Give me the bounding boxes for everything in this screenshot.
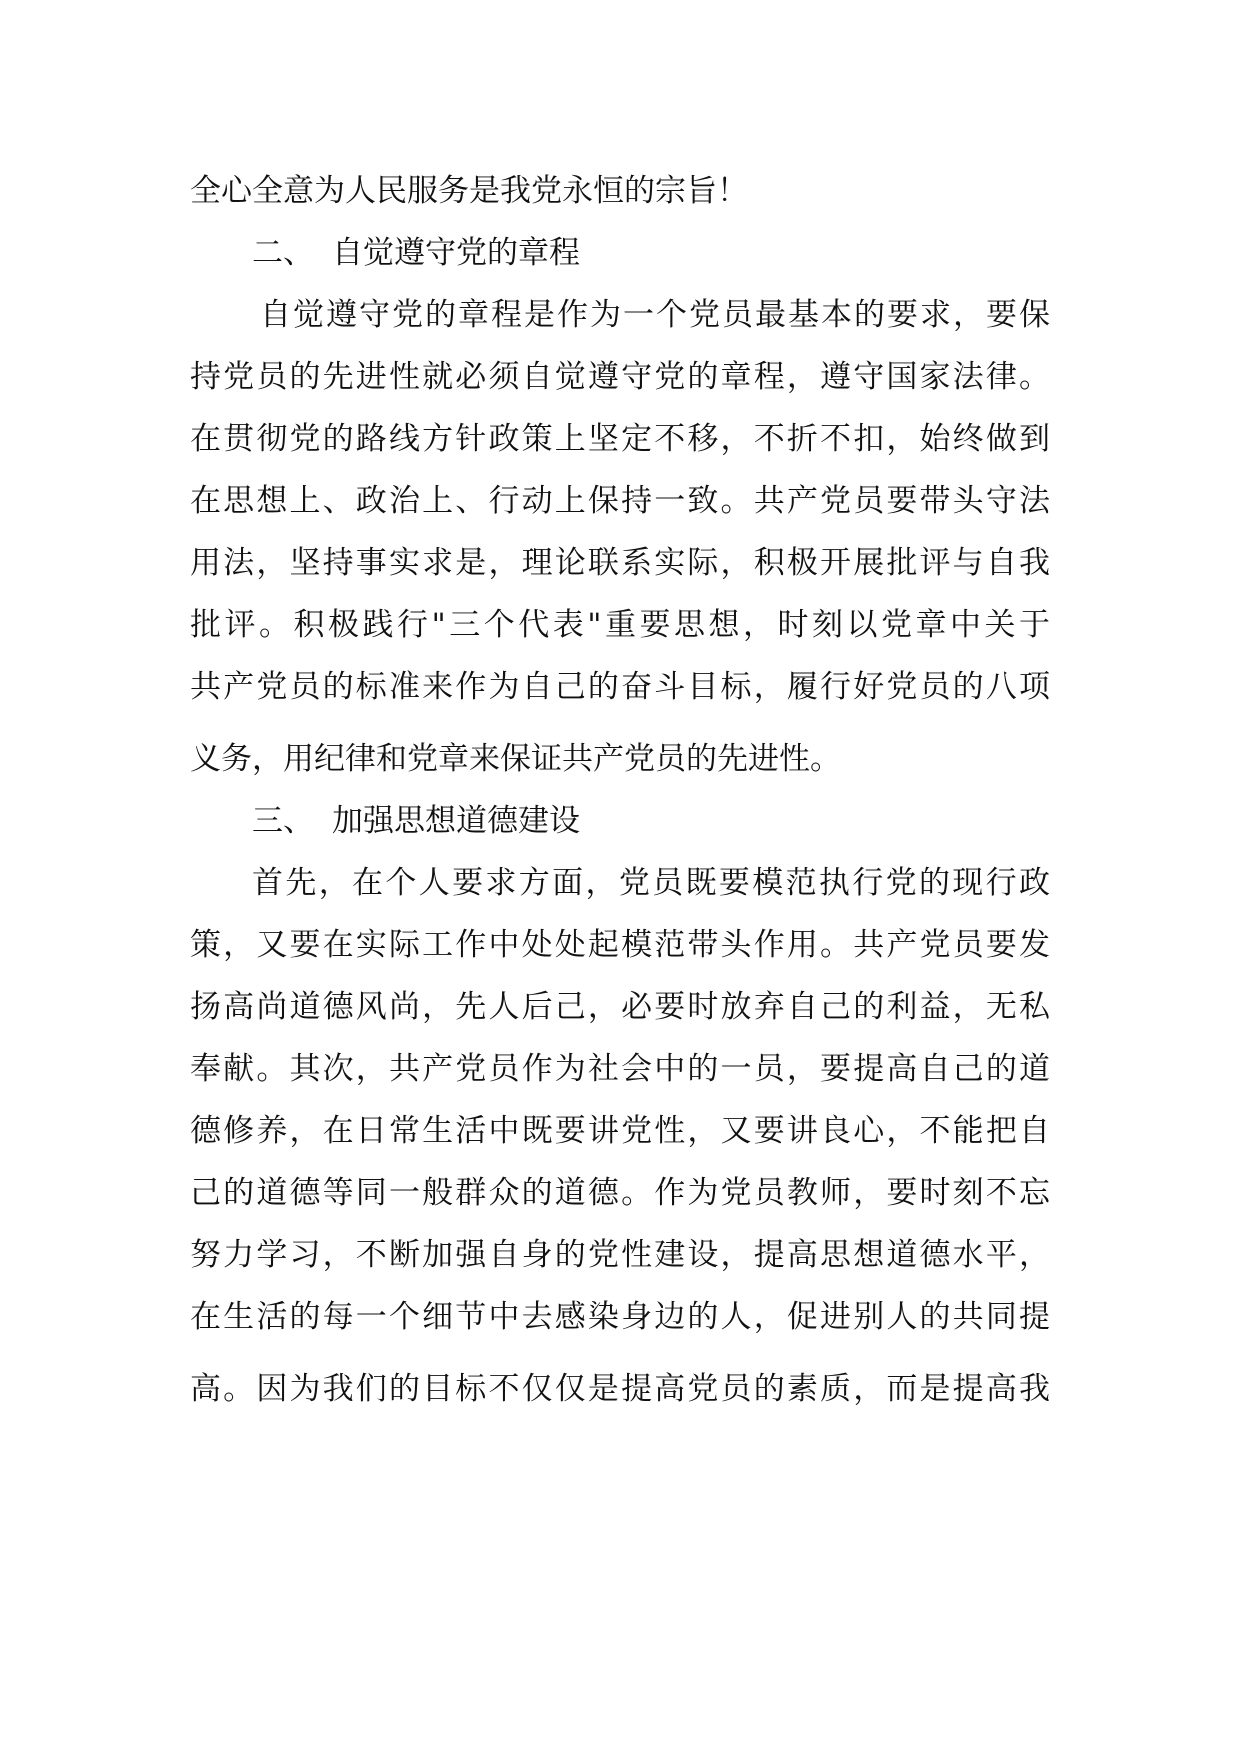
section-heading-3 bbox=[190, 790, 1050, 852]
section-heading-2 bbox=[190, 222, 1050, 284]
section-title: 自觉遵守党的章程 bbox=[332, 235, 580, 271]
text-line: 义务，用纪律和党章来保证共产党员的先进性。 bbox=[190, 741, 841, 777]
section-number: 三、 bbox=[252, 803, 314, 839]
document-page bbox=[190, 160, 1050, 1420]
text-line: 在贯彻党的路线方针政策上坚定不移，不折不扣，始终做到 bbox=[190, 421, 1050, 457]
text-line: 德修养，在日常生活中既要讲党性，又要讲良心，不能把自 bbox=[190, 1113, 1050, 1149]
text-line: 己的道德等同一般群众的道德。作为党员教师，要时刻不忘 bbox=[190, 1175, 1050, 1211]
text-line: 努力学习，不断加强自身的党性建设，提高思想道德水平， bbox=[190, 1237, 1050, 1273]
section-number: 二、 bbox=[252, 235, 314, 271]
text-line: 扬高尚道德风尚，先人后己，必要时放弃自己的利益，无私 bbox=[190, 989, 1050, 1025]
text-line: 策，又要在实际工作中处处起模范带头作用。共产党员要发 bbox=[190, 927, 1050, 963]
text-line: 持党员的先进性就必须自觉遵守党的章程，遵守国家法律。 bbox=[190, 359, 1050, 395]
text-line: 在思想上、政治上、行动上保持一致。共产党员要带头守法 bbox=[190, 483, 1050, 519]
section-title: 加强思想道德建设 bbox=[332, 803, 580, 839]
text-line: 批评。积极践行"三个代表"重要思想，时刻以党章中关于 bbox=[190, 607, 1050, 643]
text-line: 自觉遵守党的章程是作为一个党员最基本的要求，要保 bbox=[260, 297, 1050, 333]
text-line: 在生活的每一个细节中去感染身边的人，促进别人的共同提 bbox=[190, 1299, 1050, 1335]
text-line: 用法，坚持事实求是，理论联系实际，积极开展批评与自我 bbox=[190, 545, 1050, 581]
text-line: 高。因为我们的目标不仅仅是提高党员的素质，而是提高我 bbox=[190, 1371, 1050, 1407]
text-line: 首先，在个人要求方面，党员既要模范执行党的现行政 bbox=[252, 865, 1050, 901]
text-line: 全心全意为人民服务是我党永恒的宗旨！ bbox=[190, 173, 748, 209]
text-line: 奉献。其次，共产党员作为社会中的一员，要提高自己的道 bbox=[190, 1051, 1050, 1087]
text-line: 共产党员的标准来作为自己的奋斗目标，履行好党员的八项 bbox=[190, 669, 1050, 705]
